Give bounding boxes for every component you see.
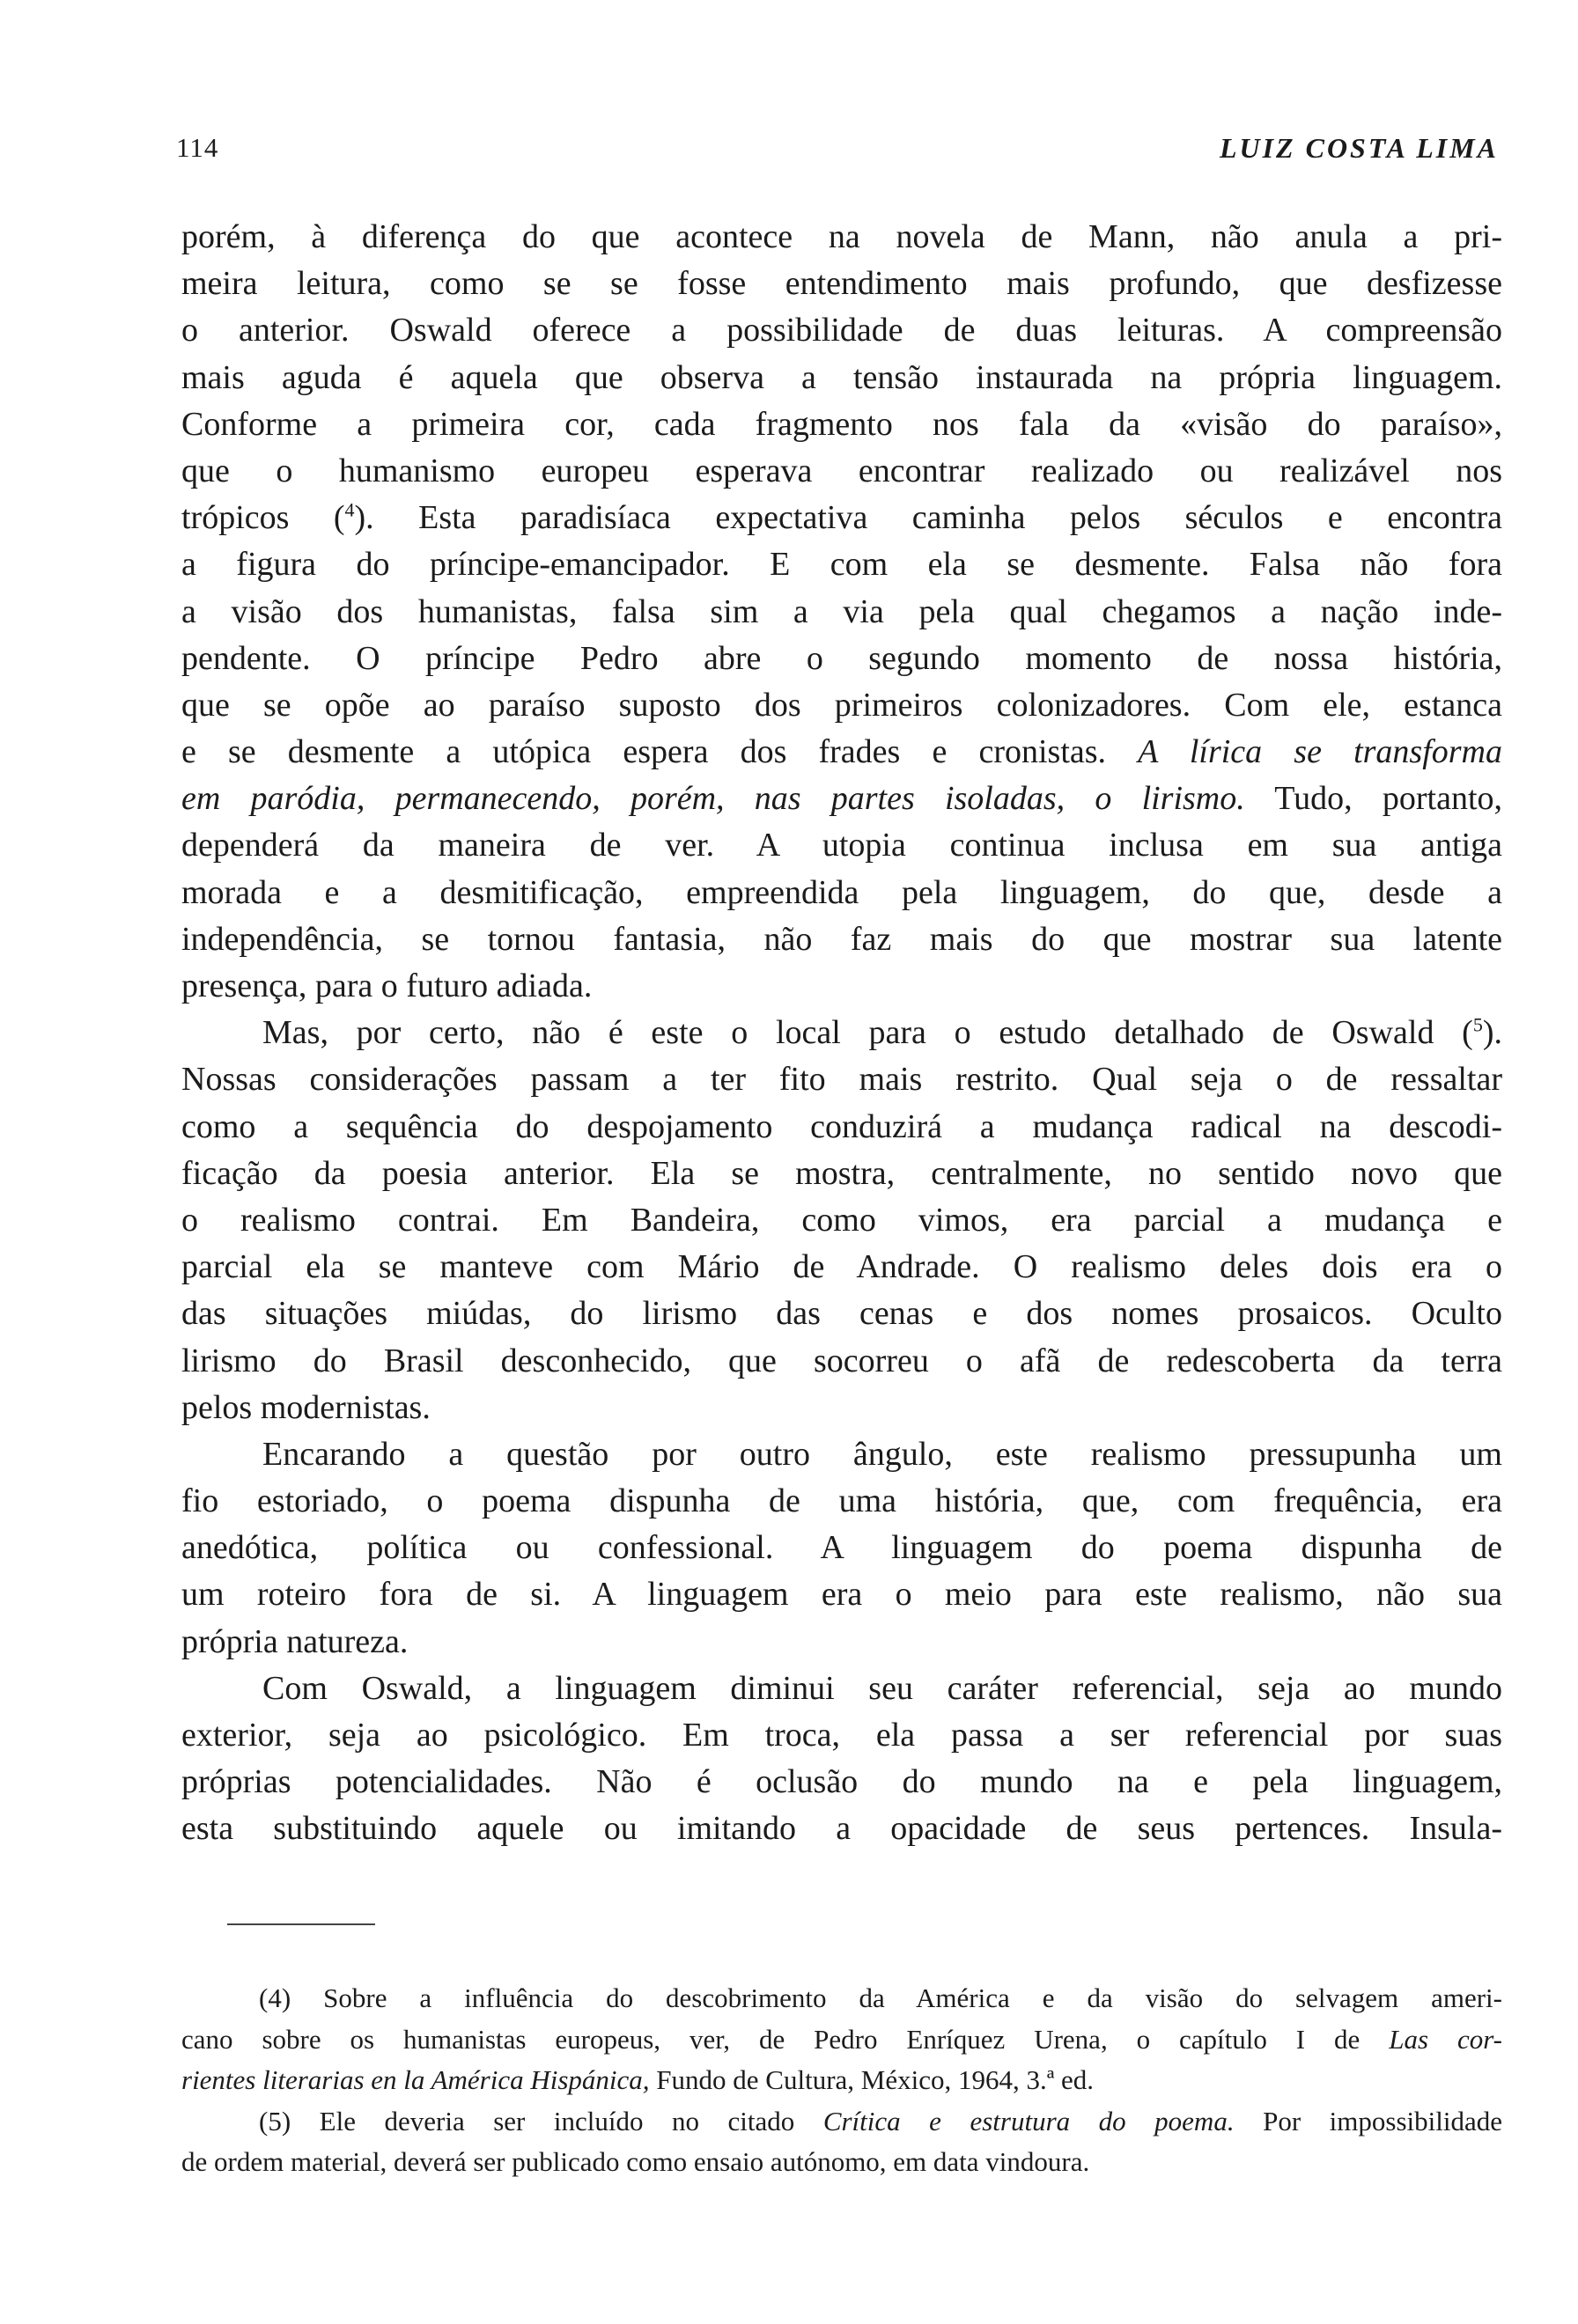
text-segment: ). Esta paradisíaca expectativa caminha pelos séculos e encontra (354, 499, 1502, 537)
text-line: própria natureza. (181, 1622, 409, 1660)
text-line: um roteiro fora de si. A linguagem era o meio para este realismo, não sua (181, 1576, 1502, 1614)
footnote-4-line (181, 2019, 1502, 2061)
text-line: exterior, seja ao psicológico. Em troca, ela passa a ser referencial por suas (181, 1717, 1502, 1754)
text-line: que se opõe ao paraíso suposto dos primeiros colonizadores. Com ele, estanca (181, 686, 1502, 724)
text-line: Conforme a primeira cor, cada fragmento nos fala da «visão do paraíso», (181, 405, 1502, 443)
text-line: lirismo do Brasil desconhecido, que socorreu o afã de redescoberta da terra (181, 1342, 1502, 1379)
text-line: presença, para o futuro adiada. (181, 967, 593, 1004)
running-head (176, 132, 1499, 176)
italic-phrase: A lírica se transforma (1138, 733, 1502, 771)
body-text (181, 214, 1502, 1853)
italic-phrase: Crítica e estrutura do poema. (822, 2105, 1235, 2136)
footnote-number: 4 (268, 1982, 282, 2013)
footnote-ref-5[interactable]: 5 (1472, 1013, 1483, 1036)
text-line: mais aguda é aquela que observa a tensão instaurada na própria linguagem. (181, 358, 1502, 396)
text-line: morada e a desmitificação, empreendida pela linguagem, do que, desde a (181, 873, 1502, 911)
italic-phrase: em paródia, permanecendo, porém, nas partes isoladas, o lirismo. (181, 780, 1245, 818)
text-line: como a sequência do despojamento conduzirá a mudança radical na descodi- (181, 1107, 1502, 1145)
text-line: que o humanismo europeu esperava encontrar realizado ou realizável nos (181, 452, 1502, 489)
footnote-4-line: (4) Sobre a influência do descobrimento da América e da visão do selvagem ameri- (259, 1982, 1502, 2013)
footnote-5-line: de ordem material, deverá ser publicado como ensaio autónomo, em data vindoura. (181, 2146, 1090, 2177)
footnote-divider (227, 1923, 375, 1925)
text-segment: trópicos ( (181, 499, 345, 537)
text-line: esta substituindo aquele ou imitando a opacidade de seus pertences. Insula- (181, 1810, 1502, 1848)
text-line: ficação da poesia anterior. Ela se mostra, centralmente, no sentido novo que (181, 1154, 1502, 1192)
text-line (181, 495, 1502, 541)
text-line (181, 776, 1502, 822)
text-line (181, 1010, 1502, 1056)
text-line: Com Oswald, a linguagem diminui seu caráter referencial, seja ao mundo (262, 1669, 1502, 1707)
italic-phrase: rientes literarias en la América Hispánica, (181, 2064, 650, 2095)
text-line: a visão dos humanistas, falsa sim a via pela qual chegamos a nação inde- (181, 592, 1502, 630)
text-segment: Mas, por certo, não é este o local para o estudo detalhado de Oswald ( (262, 1014, 1473, 1052)
footnote-4-line (181, 2060, 1502, 2101)
text-line: Encarando a questão por outro ângulo, este realismo pressupunha um (262, 1435, 1502, 1473)
text-line: independência, se tornou fantasia, não faz mais do que mostrar sua latente (181, 920, 1502, 958)
text-line: a figura do príncipe-emancipador. E com ela se desmente. Falsa não fora (181, 546, 1502, 584)
footnote-5-line: (5) Ele deveria ser incluído no citado Crítica e estrutura do poema. Por impossibilidade (259, 2105, 1503, 2136)
text-segment: cano sobre os humanistas europeus, ver, de Pedro Enríquez Urena, o capítulo I de (181, 2023, 1390, 2055)
text-line: das situações miúdas, do lirismo das cenas e dos nomes prosaicos. Oculto (181, 1295, 1502, 1333)
text-line: o anterior. Oswald oferece a possibilidade de duas leituras. A compreensão (181, 312, 1502, 349)
text-line: o realismo contrai. Em Bandeira, como vimos, era parcial a mudança e (181, 1201, 1502, 1239)
text-segment: Tudo, portanto, (1244, 780, 1503, 818)
footnote-ref-4[interactable]: 4 (344, 498, 355, 521)
text-line: anedótica, política ou confessional. A linguagem do poema dispunha de (181, 1529, 1502, 1567)
footnotes (181, 1978, 1502, 2183)
text-line: pendente. O príncipe Pedro abre o segundo momento de nossa história, (181, 639, 1502, 677)
italic-phrase: Las cor- (1389, 2023, 1502, 2055)
text-line: dependerá da maneira de ver. A utopia continua inclusa em sua antiga (181, 827, 1502, 864)
text-line: próprias potencialidades. Não é oclusão do mundo na e pela linguagem, (181, 1763, 1502, 1801)
text-line (181, 729, 1502, 776)
text-segment: ) Sobre a influência do descobrimento da América e da visão do selvagem ameri- (281, 1982, 1502, 2013)
page-number: 114 (176, 132, 219, 163)
text-line: parcial ela se manteve com Mário de Andrade. O realismo deles dois era o (181, 1248, 1502, 1286)
text-segment: Por impossibilidade (1234, 2105, 1503, 2136)
text-segment: Fundo de Cultura, México, 1964, 3.ª ed. (649, 2064, 1095, 2095)
text-line: porém, à diferença do que acontece na novela de Mann, não anula a pri- (181, 218, 1502, 255)
text-line: pelos modernistas. (181, 1388, 431, 1426)
text-segment: ) Ele deveria ser incluído no citado (281, 2105, 823, 2136)
text-line: Nossas considerações passam a ter fito mais restrito. Qual seja o de ressaltar (181, 1061, 1502, 1099)
text-line: meira leitura, como se se fosse entendimento mais profundo, que desfizesse (181, 265, 1502, 303)
footnote-number: 5 (268, 2105, 282, 2136)
text-line: fio estoriado, o poema dispunha de uma história, que, com frequência, era (181, 1482, 1502, 1520)
running-head-author: LUIZ COSTA LIMA (1219, 132, 1499, 164)
text-segment: ). (1482, 1014, 1502, 1052)
text-segment: e se desmente a utópica espera dos frades e cronistas. (181, 733, 1107, 771)
